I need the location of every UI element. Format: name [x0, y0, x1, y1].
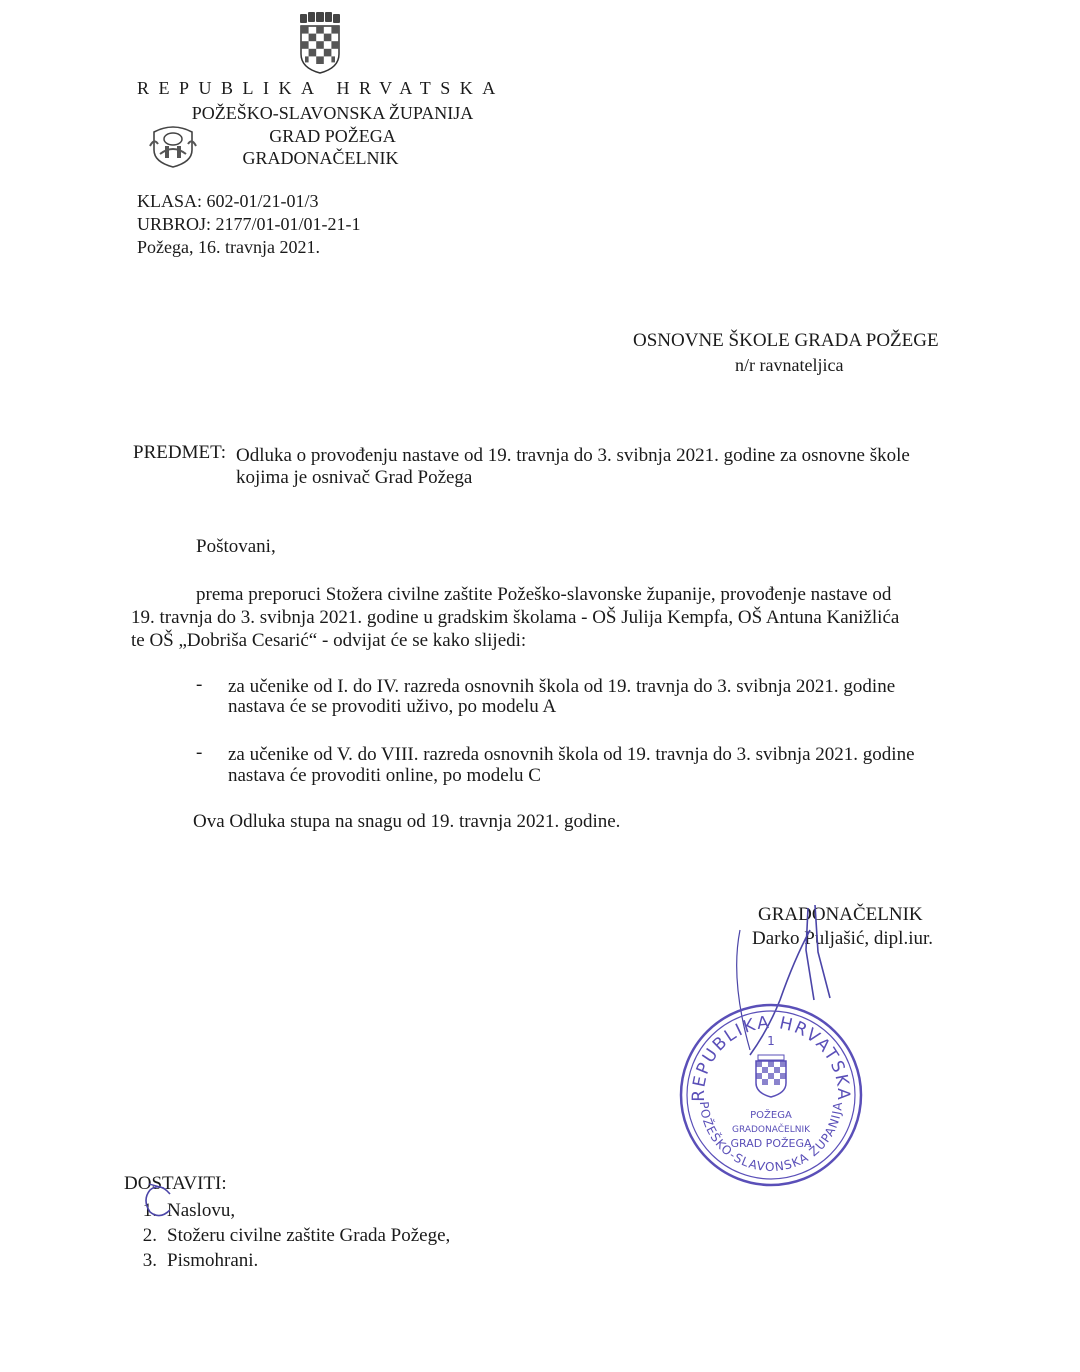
bullet-dash: -: [196, 742, 203, 763]
bullet-2-line2: nastava će provoditi online, po modelu C: [228, 765, 541, 786]
stamp-coat-of-arms-icon: [756, 1055, 786, 1097]
effective-date: Ova Odluka stupa na snagu od 19. travnja 2021. godine.: [193, 811, 621, 832]
recipient-line1: OSNOVNE ŠKOLE GRADA POŽEGE: [633, 330, 939, 351]
header-republic: REPUBLIKA HRVATSKA: [137, 78, 505, 98]
bullet-dash: -: [196, 674, 203, 695]
stamp-bottom-text: POŽEŠKO-SLAVONSKA ŽUPANIJA: [696, 1100, 846, 1175]
recipient-line2: n/r ravnateljica: [735, 355, 844, 375]
distribution-item: 2. Stožeru civilne zaštite Grada Požege,: [142, 1225, 451, 1246]
bullet-2-line1: za učenike od V. do VIII. razreda osnovnih škola od 19. travnja do 3. svibnja 2021. godine: [228, 744, 915, 765]
handwritten-mark: [140, 1180, 180, 1224]
signature-name: Darko Puljašić, dipl.iur.: [752, 928, 934, 949]
distribution-item: 3. Pismohrani.: [142, 1250, 259, 1271]
stamp-inner-line2: GRADONAČELNIK: [731, 1125, 811, 1135]
croatian-coat-of-arms-icon: [297, 12, 343, 74]
header-county: POŽEŠKO-SLAVONSKA ŽUPANIJA: [191, 103, 474, 123]
ref-klasa: KLASA: 602-01/21-01/3: [137, 191, 319, 211]
greeting: Poštovani,: [196, 536, 276, 557]
paragraph-line2: 19. travnja do 3. svibnja 2021. godine u gradskim školama - OŠ Julija Kempfa, OŠ Antuna Kanižlića: [131, 607, 900, 628]
ref-urbroj: URBROJ: 2177/01-01/01-21-1: [137, 214, 361, 234]
distribution-item: 1. Naslovu,: [142, 1200, 236, 1221]
stamp-top-text: REPUBLIKA HRVATSKA: [688, 1012, 854, 1102]
city-emblem-icon: [148, 124, 198, 168]
distribution-label: DOSTAVITI:: [124, 1173, 227, 1194]
stamp-inner-line1: POŽEGA: [750, 1110, 792, 1121]
header-office: GRADONAČELNIK: [242, 148, 399, 168]
subject-line2: kojima je osnivač Grad Požega: [236, 467, 473, 488]
paragraph-line3: te OŠ „Dobriša Cesarić“ - odvijat će se kako slijedi:: [131, 630, 527, 651]
bullet-1-line1: za učenike od I. do IV. razreda osnovnih škola od 19. travnja do 3. svibnja 2021. godine: [228, 676, 896, 697]
ref-place-date: Požega, 16. travnja 2021.: [137, 237, 320, 257]
signature-title: GRADONAČELNIK: [758, 904, 923, 925]
stamp-number: 1: [767, 1034, 775, 1048]
paragraph-line1: prema preporuci Stožera civilne zaštite Požeško-slavonske županije, provođenje nastave od: [196, 584, 892, 605]
subject-line1: Odluka o provođenju nastave od 19. travnja do 3. svibnja 2021. godine za osnovne škole: [236, 445, 910, 466]
header-city: GRAD POŽEGA: [269, 126, 396, 146]
stamp-inner-line3: GRAD POŽEGA: [730, 1137, 812, 1150]
bullet-1-line2: nastava će se provoditi uživo, po modelu A: [228, 696, 557, 717]
subject-label: PREDMET:: [133, 442, 227, 463]
official-stamp: [676, 1000, 866, 1190]
